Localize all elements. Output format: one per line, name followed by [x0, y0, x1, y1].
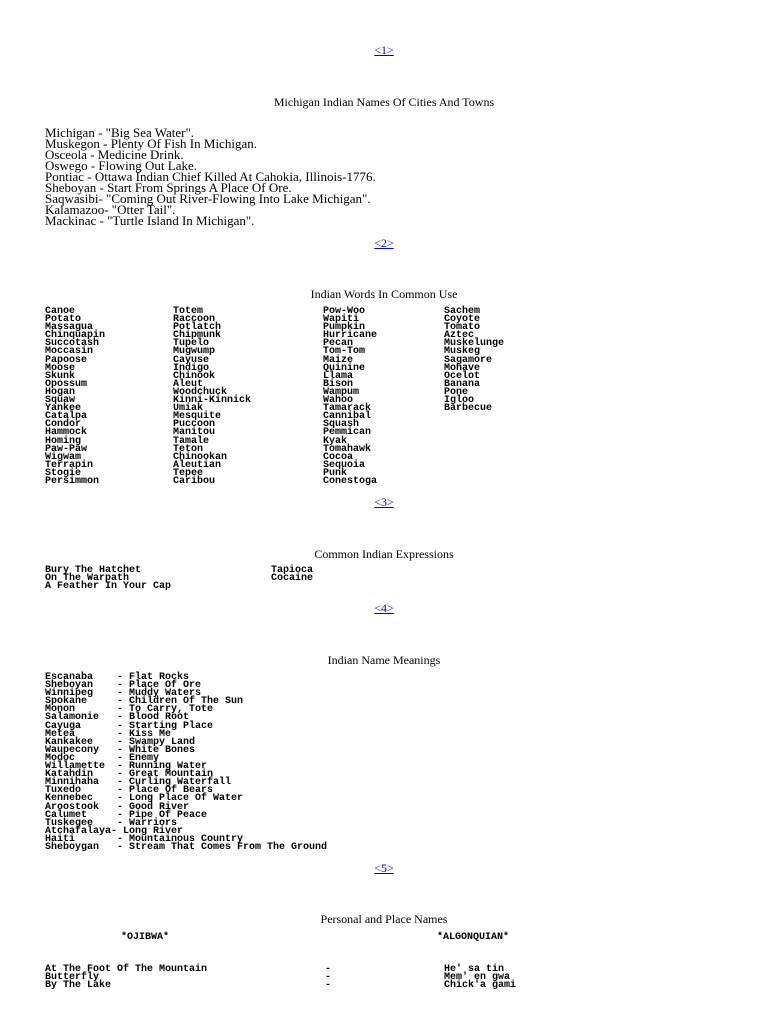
list-item: Mem' en gwa — [444, 972, 511, 984]
list-item: Chinook — [173, 370, 216, 382]
nav-link-1[interactable]: <1> — [374, 43, 394, 57]
list-item: Pow-Woo — [323, 306, 366, 317]
words-column-2 — [173, 308, 251, 486]
list-item: Hurricane — [323, 330, 378, 342]
list-item: Oswego - Flowing Out Lake. — [45, 158, 198, 173]
list-item: Squash — [323, 419, 360, 431]
list-item: Potlatch — [173, 322, 222, 334]
list-item: Haiti - Mountainous Country — [45, 833, 244, 845]
list-item: Tepee — [173, 467, 204, 479]
list-item: Mesquite — [173, 411, 222, 423]
list-item: Metea - Kiss Me — [45, 728, 172, 740]
list-item: Terrapin — [45, 459, 94, 471]
list-item: Mohave — [444, 362, 481, 374]
list-item: Wigwam — [45, 451, 82, 463]
expressions-column-2 — [271, 567, 313, 583]
list-item: Calumet - Pipe Of Peace — [45, 809, 208, 821]
list-item: Chinookan — [173, 451, 228, 463]
list-item: Kennebec - Long Place Of Water — [45, 793, 244, 805]
list-item: A Feather In Your Cap — [45, 581, 172, 593]
list-item: Sachem — [444, 306, 481, 317]
list-item: Wampum — [323, 386, 360, 398]
list-item: Hogan — [45, 386, 76, 398]
list-item: Tapioca — [271, 565, 314, 576]
list-item: Katahdin - Great Mountain — [45, 769, 214, 781]
list-item: Willamette - Running Water — [45, 761, 208, 773]
list-item: Modoc - Enemy — [45, 752, 160, 764]
list-item: Puccoon — [173, 419, 216, 431]
list-item: Squaw — [45, 395, 76, 407]
list-item: Monon - To Carry, Tote — [45, 704, 214, 716]
list-item: Mackinac - "Turtle Island In Michigan". — [45, 213, 255, 228]
list-item: Igloo — [444, 395, 475, 407]
list-item: On The Warpath — [45, 573, 130, 585]
algonquian-header: *ALGONQUIAN* — [437, 932, 510, 943]
list-item: Tom-Tom — [323, 346, 366, 358]
section-title-expressions: Common Indian Expressions — [314, 547, 454, 561]
list-item: Persimmon — [45, 475, 100, 487]
list-item: Mugwump — [173, 346, 216, 358]
list-item: Pumpkin — [323, 322, 366, 334]
list-item: By The Lake — [45, 980, 112, 992]
list-item: Tomahawk — [323, 443, 372, 455]
nav-link-3[interactable]: <3> — [374, 495, 394, 509]
list-item: Moose — [45, 362, 76, 374]
list-item: Conestoga — [323, 475, 378, 487]
list-item: Raccoon — [173, 314, 216, 326]
list-item: Hammock — [45, 427, 88, 439]
list-item: Teton — [173, 443, 204, 455]
list-item: Pontiac - Ottawa Indian Chief Killed At Cahokia, Illinois-1776. — [45, 169, 376, 184]
list-item: Muskegon - Plenty Of Fish In Michigan. — [45, 136, 257, 151]
nav-link-2[interactable]: <2> — [374, 236, 394, 250]
list-item: Michigan - "Big Sea Water". — [45, 125, 195, 140]
list-item: Pemmican — [323, 427, 372, 439]
list-item: Kalamazoo- "Otter Tail". — [45, 202, 176, 217]
list-item: Sheboyan - Place Of Ore — [45, 680, 202, 692]
list-item: Papoose — [45, 354, 88, 366]
list-item: Moccasin — [45, 346, 94, 358]
list-item: Potato — [45, 314, 82, 326]
list-item: Massagua — [45, 322, 94, 334]
list-item: Homing — [45, 435, 82, 447]
list-item: Pone — [444, 386, 469, 398]
list-item: Kyak — [323, 435, 348, 447]
list-item: Winnipeg - Muddy Waters — [45, 688, 202, 700]
list-item: - — [325, 964, 332, 975]
list-item: Caribou — [173, 475, 216, 487]
list-item: Ocelot — [444, 370, 481, 382]
list-item: Aroostook - Good River — [45, 801, 190, 813]
list-item: Cannibal — [323, 411, 372, 423]
nav-link-4[interactable]: <4> — [374, 601, 394, 615]
list-item: Yankee — [45, 403, 82, 415]
section-title-common-words: Indian Words In Common Use — [310, 287, 458, 301]
ojibwa-header: *OJIBWA* — [121, 932, 170, 943]
list-item: Coyote — [444, 314, 481, 326]
list-item: Chinquapin — [45, 330, 106, 342]
list-item: Aleutian — [173, 459, 222, 471]
list-item: Kankakee - Swampy Land — [45, 736, 196, 748]
names-english-column — [45, 966, 207, 990]
list-item: Skunk — [45, 370, 76, 382]
list-item: Sagamore — [444, 354, 493, 366]
list-item: He' sa tin — [444, 964, 505, 975]
words-column-1 — [45, 308, 105, 486]
list-item: Escanaba - Flat Rocks — [45, 672, 190, 683]
list-item: Bury The Hatchet — [45, 565, 142, 576]
list-item: Salamonie - Blood Root — [45, 712, 190, 724]
list-item: Manitou — [173, 427, 216, 439]
list-item: Sheboygan - Stream That Comes From The Ground — [45, 841, 328, 853]
list-item: Tuskegee - Warriors — [45, 817, 178, 829]
list-item: Butterfly — [45, 972, 100, 984]
list-item: Quinine — [323, 362, 366, 374]
list-item: Osceola - Medicine Drink. — [45, 147, 184, 162]
list-item: Catalpa — [45, 411, 88, 423]
words-column-4 — [444, 308, 504, 413]
list-item: Sequoia — [323, 459, 366, 471]
list-item: Minnihaha - Curling Waterfall — [45, 777, 232, 789]
words-column-3 — [323, 308, 377, 486]
list-item: Maize — [323, 354, 354, 366]
meanings-list — [45, 674, 327, 852]
list-item: Tomato — [444, 322, 481, 334]
names-native-column — [444, 966, 516, 990]
list-item: Woodchuck — [173, 386, 228, 398]
list-item: Cayuga - Starting Place — [45, 720, 214, 732]
list-item: Tuxedo - Place Of Bears — [45, 785, 214, 797]
list-item: - — [325, 972, 332, 984]
list-item: Aztec — [444, 330, 475, 342]
list-item: Cayuse — [173, 354, 210, 366]
list-item: Chipmunk — [173, 330, 222, 342]
list-item: Paw-Paw — [45, 443, 88, 455]
list-item: Tupelo — [173, 338, 210, 350]
list-item: Stogie — [45, 467, 82, 479]
list-item: At The Foot Of The Mountain — [45, 964, 208, 975]
list-item: Totem — [173, 306, 204, 317]
list-item: Muskeg — [444, 346, 481, 358]
expressions-column-1 — [45, 567, 171, 591]
list-item: Pecan — [323, 338, 354, 350]
list-item: - — [325, 980, 332, 992]
section-title-personal-names: Personal and Place Names — [320, 912, 448, 926]
section-title-cities: Michigan Indian Names Of Cities And Towns — [273, 95, 495, 109]
list-item: Barbecue — [444, 403, 493, 415]
list-item: Tamale — [173, 435, 210, 447]
list-item: Bison — [323, 378, 354, 390]
list-item: Wahoo — [323, 395, 354, 407]
nav-link-5[interactable]: <5> — [374, 861, 394, 875]
list-item: Atchafalaya- Long River — [45, 825, 184, 837]
cities-list — [45, 127, 376, 226]
list-item: Waupecony - White Bones — [45, 744, 196, 756]
list-item: Chick'a gami — [444, 980, 517, 992]
list-item: Opossum — [45, 378, 88, 390]
list-item: Banana — [444, 378, 481, 390]
list-item: Condor — [45, 419, 82, 431]
list-item: Wapiti — [323, 314, 360, 326]
list-item: Llama — [323, 370, 354, 382]
section-title-meanings: Indian Name Meanings — [327, 653, 441, 667]
list-item: Sheboyan - Start From Springs A Place Of Ore. — [45, 180, 292, 195]
list-item: Punk — [323, 467, 348, 479]
list-item: Succotash — [45, 338, 100, 350]
list-item: Saqwasibi- "Coming Out River-Flowing Into Lake Michigan". — [45, 191, 371, 206]
list-item: Umiak — [173, 403, 204, 415]
list-item: Tamarack — [323, 403, 372, 415]
list-item: Aleut — [173, 378, 204, 390]
list-item: Spokane - Children Of The Sun — [45, 696, 244, 708]
list-item: Cocoa — [323, 451, 354, 463]
names-dash-column — [325, 966, 331, 990]
list-item: Canoe — [45, 306, 76, 317]
list-item: Cocaine — [271, 573, 314, 585]
list-item: Kinni-Kinnick — [173, 395, 252, 407]
list-item: Muskelunge — [444, 338, 505, 350]
list-item: Indigo — [173, 362, 210, 374]
